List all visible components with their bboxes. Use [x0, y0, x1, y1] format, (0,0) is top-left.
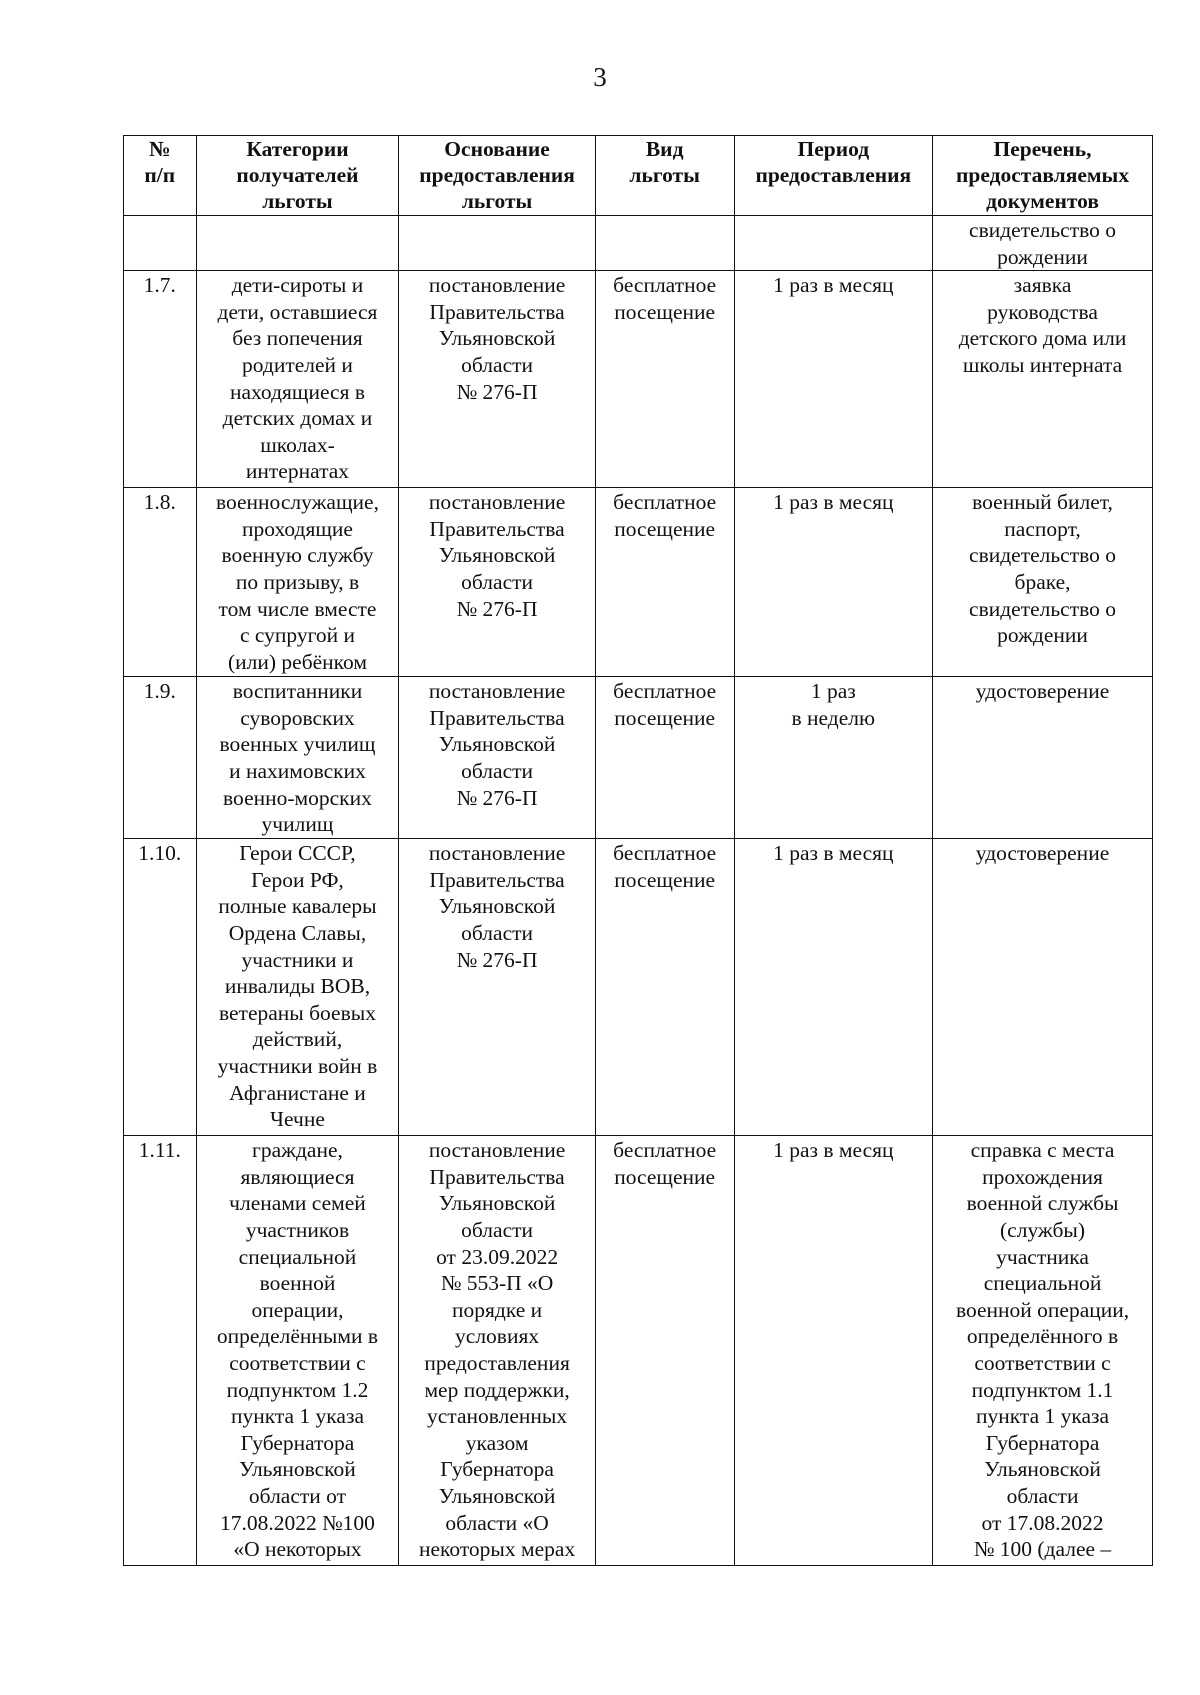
row-number — [124, 216, 197, 271]
row-benefit-type: бесплатное посещение — [595, 1136, 734, 1566]
header-number: № п/п — [124, 136, 197, 216]
row-benefit-type: бесплатное посещение — [595, 488, 734, 677]
row-number: 1.7. — [124, 271, 197, 488]
benefits-table — [123, 135, 1153, 1566]
row-number: 1.11. — [124, 1136, 197, 1566]
row-basis — [399, 216, 595, 271]
row-category: военнослужащие, проходящие военную службу по призыву, в том числе вместе с супругой и (или) ребёнком — [196, 488, 399, 677]
row-basis: постановление Правительства Ульяновской области № 276-П — [399, 677, 595, 839]
row-period: 1 раз в месяц — [734, 271, 933, 488]
row-period — [734, 216, 933, 271]
table-row — [124, 839, 1153, 1136]
row-basis: постановление Правительства Ульяновской области № 276-П — [399, 488, 595, 677]
table-row — [124, 677, 1153, 839]
row-documents: удостоверение — [933, 839, 1153, 1136]
row-category: дети-сироты и дети, оставшиеся без попечения родителей и находящиеся в детских домах и школах- интернатах — [196, 271, 399, 488]
row-basis: постановление Правительства Ульяновской области от 23.09.2022 № 553-П «О порядке и условиях предоставления мер поддержки, установленных указом Губернатора Ульяновской области «О некоторых мерах — [399, 1136, 595, 1566]
header-benefit-type: Вид льготы — [595, 136, 734, 216]
row-number: 1.8. — [124, 488, 197, 677]
row-benefit-type: бесплатное посещение — [595, 839, 734, 1136]
row-category: граждане, являющиеся членами семей участников специальной военной операции, определёнными в соответствии с подпунктом 1.2 пункта 1 указа Губернатора Ульяновской области от 17.08.2022 №100 «О некоторых — [196, 1136, 399, 1566]
table-row — [124, 1136, 1153, 1566]
row-number: 1.9. — [124, 677, 197, 839]
row-benefit-type — [595, 216, 734, 271]
row-category — [196, 216, 399, 271]
row-period: 1 раз в неделю — [734, 677, 933, 839]
row-basis: постановление Правительства Ульяновской области № 276-П — [399, 839, 595, 1136]
row-category: Герои СССР, Герои РФ, полные кавалеры Ордена Славы, участники и инвалиды ВОВ, ветераны боевых действий, участники войн в Афганистане и Чечне — [196, 839, 399, 1136]
header-period: Период предоставления — [734, 136, 933, 216]
row-category: воспитанники суворовских военных училищ и нахимовских военно-морских училищ — [196, 677, 399, 839]
row-benefit-type: бесплатное посещение — [595, 271, 734, 488]
row-number: 1.10. — [124, 839, 197, 1136]
header-category: Категории получателей льготы — [196, 136, 399, 216]
row-documents: военный билет, паспорт, свидетельство о браке, свидетельство о рождении — [933, 488, 1153, 677]
row-documents: заявка руководства детского дома или школы интерната — [933, 271, 1153, 488]
table-row — [124, 216, 1153, 271]
header-documents: Перечень, предоставляемых документов — [933, 136, 1153, 216]
row-period: 1 раз в месяц — [734, 839, 933, 1136]
header-row — [124, 136, 1153, 216]
page-number: 3 — [593, 62, 607, 92]
row-documents: удостоверение — [933, 677, 1153, 839]
row-documents: свидетельство о рождении — [933, 216, 1153, 271]
header-basis: Основание предоставления льготы — [399, 136, 595, 216]
row-documents: справка с места прохождения военной службы (службы) участника специальной военной операции, определённого в соответствии с подпунктом 1.1 пункта 1 указа Губернатора Ульяновской области от 17.08.2022 № 100 (далее – — [933, 1136, 1153, 1566]
row-basis: постановление Правительства Ульяновской области № 276-П — [399, 271, 595, 488]
row-period: 1 раз в месяц — [734, 488, 933, 677]
table-row — [124, 271, 1153, 488]
row-period: 1 раз в месяц — [734, 1136, 933, 1566]
table-row — [124, 488, 1153, 677]
row-benefit-type: бесплатное посещение — [595, 677, 734, 839]
